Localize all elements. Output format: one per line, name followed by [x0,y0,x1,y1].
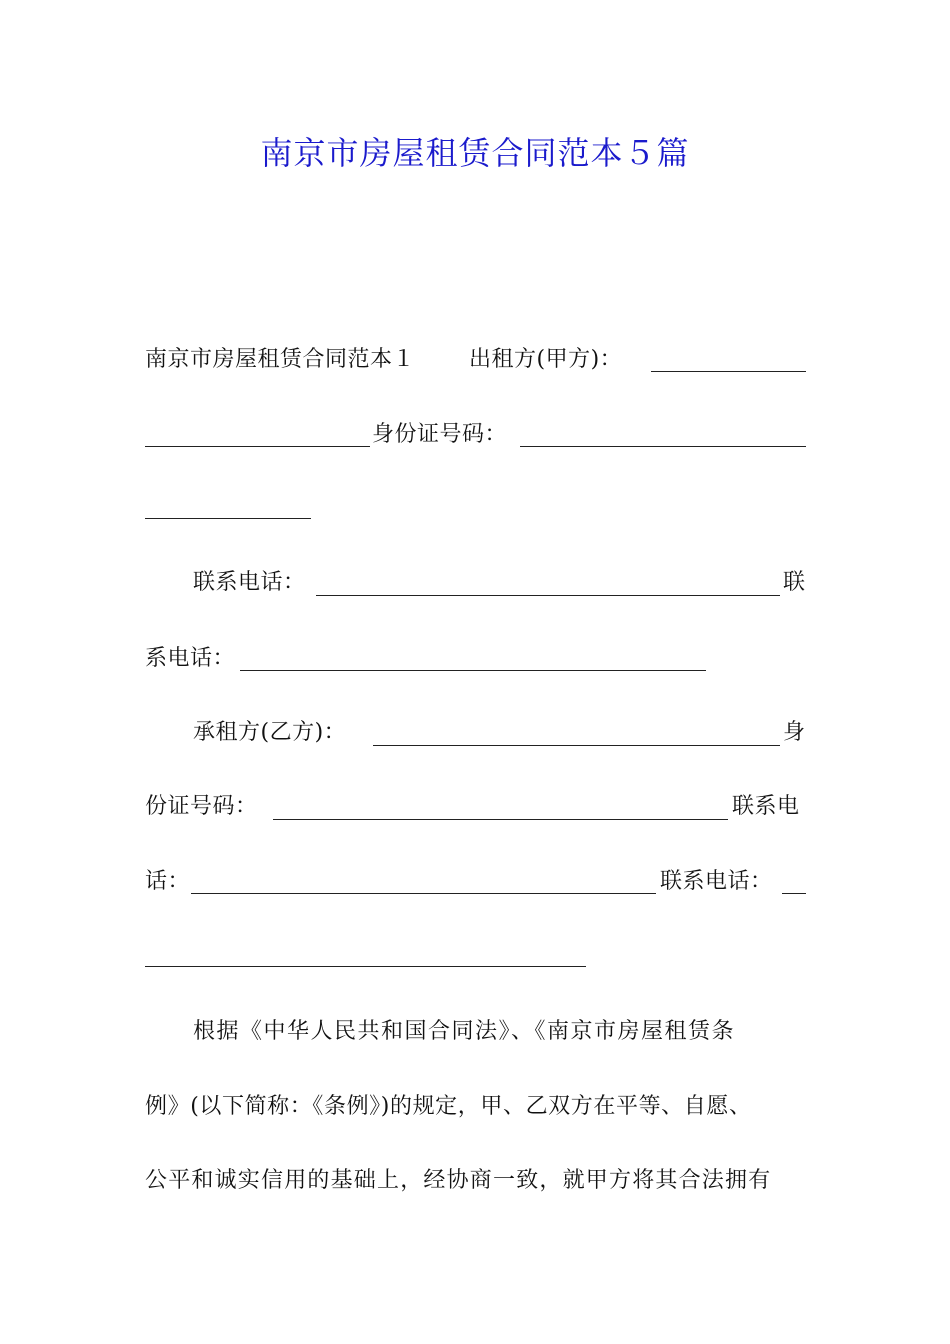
lessee-id-label-start: 身 [783,720,806,745]
paragraph-line-2: 例》(以下简称：《条例》)的规定，甲、乙双方在平等、自愿、 [145,1094,752,1119]
line-8-tail [660,866,780,898]
lessor-id-blank-cont [145,518,311,519]
lessee-id-label: 份证号码： [145,794,258,819]
lessor-label: 出租方(甲方)： [469,347,623,372]
document-title: 南京市房屋租赁合同范本５篇 [260,134,690,172]
lessee-phone2-blank [782,893,806,894]
lessor-phone2-label: 系电话： [145,646,236,671]
lessee-id-blank [273,819,728,820]
paragraph-line-3: 公平和诚实信用的基础上，经协商一致，就甲方将其合法拥有 [145,1168,772,1193]
line-2 [372,419,532,451]
lessee-phone-label: 话： [145,869,191,894]
lessor-phone2-label-start: 联 [783,570,806,595]
lessor-phone2-blank [240,670,706,671]
paragraph-line-1: 根据《中华人民共和国合同法》、《南京市房屋租赁条 [193,1019,736,1044]
lessee-phone-label-start: 联系电 [732,794,800,819]
line-6-tail [783,717,813,749]
lessor-phone-label: 联系电话： [193,570,306,595]
lessee-phone2-blank-cont [145,966,586,967]
lessee-name-blank [373,745,780,746]
lessor-id-blank [520,446,806,447]
lessee-label: 承租方(乙方)： [193,720,347,745]
line-7-tail [732,791,812,823]
lessor-name-blank-cont [145,446,370,447]
lessee-phone-blank [191,893,656,894]
lessor-id-label: 身份证号码： [372,422,508,447]
contract-heading: 南京市房屋租赁合同范本１ [145,347,416,372]
lessor-phone-blank [316,595,780,596]
lessor-name-blank [651,371,806,372]
lessee-phone2-label: 联系电话： [660,869,773,894]
line-4-tail [783,567,813,599]
